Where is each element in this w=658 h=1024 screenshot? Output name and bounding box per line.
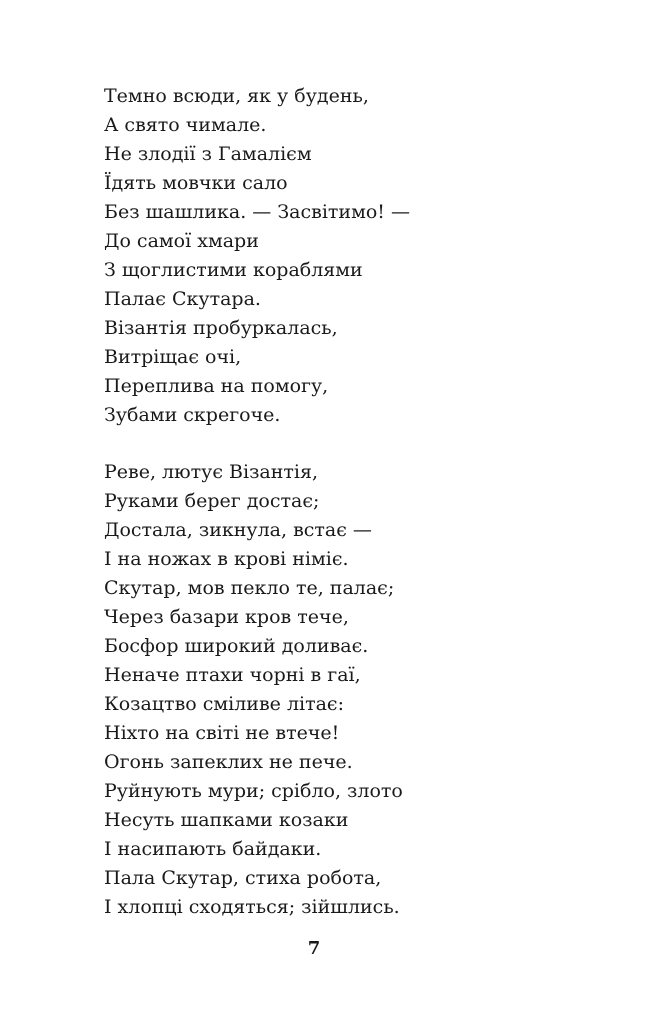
poem-line: Босфор широкий доливає. [104,635,369,657]
poem-line: Руйнують мури; срібло, злото [104,780,403,802]
poem-line: До самої хмари [104,230,259,252]
poem-line: Неначе птахи чорні в гаї, [104,664,361,686]
page-number: 7 [307,938,321,959]
poem-line: Козацтво сміливе літає: [104,693,344,715]
poem-line: Палає Скутара. [104,288,261,310]
poem-line: Несуть шапками козаки [104,809,349,831]
poem-stanza-2 [104,458,403,922]
poem-line: Руками берег достає; [104,490,320,512]
poem-line: Їдять мовчки сало [104,172,288,194]
poem-line: Темно всюди, як у будень, [104,85,369,107]
poem-line: І на ножах в крові німіє. [104,548,349,570]
poem-line: Достала, зикнула, встає — [104,519,372,541]
poem-line: І насипають байдаки. [104,838,322,860]
poem-line: Ніхто на світі не втече! [104,722,340,744]
poem-line: Зубами скрегоче. [104,404,281,426]
poem-line: З щоглистими кораблями [104,259,363,281]
poem-line: І хлопці сходяться; зійшлись. [104,896,400,918]
poem-line: Без шашлика. — Засвітимо! — [104,201,410,223]
poem-line: Через базари кров тече, [104,606,349,628]
poem-line: Витріщає очі, [104,346,242,368]
poem-stanza-1 [104,82,410,430]
poem-line: А свято чимале. [104,114,267,136]
poem-line: Візантія пробуркалась, [104,317,338,339]
poem-line: Скутар, мов пекло те, палає; [104,577,395,599]
poem-line: Не злодії з Гамалієм [104,143,312,165]
poem-line: Пала Скутар, стиха робота, [104,867,382,889]
poem-line: Огонь запеклих не пече. [104,751,353,773]
poem-line: Переплива на помогу, [104,375,329,397]
poem-line: Реве, лютує Візантія, [104,461,319,483]
